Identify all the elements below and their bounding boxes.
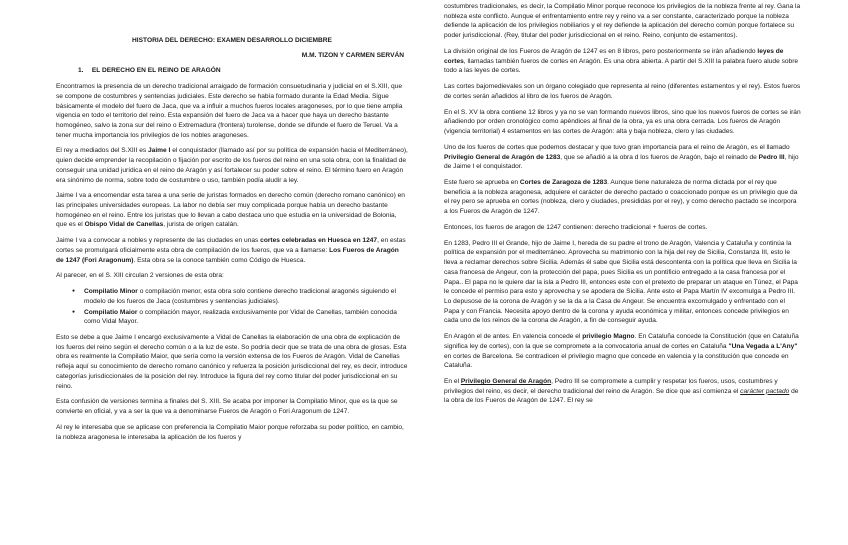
paragraph: Entonces, los fueros de aragon de 1247 contienen: derecho tradicional + fueros de cortes. bbox=[444, 223, 708, 231]
bold-term: Privilegio General de Aragón bbox=[460, 378, 552, 386]
bold-term: leyes de cortes bbox=[444, 47, 784, 65]
section-heading bbox=[78, 66, 408, 76]
right-page bbox=[424, 0, 848, 545]
bold-term: Jaime I bbox=[148, 147, 171, 155]
paragraph: costumbres tradicionales, es decir, la Compilatio Minor porque reconoce los privilegios de la nobleza frente al rey. Gana la nobleza este conflicto. Aunque el enfrentamiento entre rey y reino va a ser constante, caracterizado porque la nobleza defiende la aplicación de los privilegios nobiliarios y el rey defiende la aplicación del derecho común porque fortalece su poder jurisdiccional. (Rey, titular del poder jurisdiccional en el reino. Reino, conjunto de estamentos). bbox=[444, 3, 801, 40]
paragraph: Jaime I va a encomendar esta tarea a una serie de juristas formados en derecho común (derecho romano canónico) en las principales universidades europeas. La labor no debía ser muy complicada porque había un derecho bastante homogéneo en el reino. Entre los juristas que lo llevan a cabo destaca uno que estudia en la universidad de Bolonia, que es el Obispo Vidal de Canellas, jurista de origen catalán. bbox=[56, 192, 405, 229]
paragraph: En Aragón el de antes. En valencia concede el privilegio Magno. En Cataluña concede la Constitución (que en Cataluña significa ley de cortes), con la que se compromete a la convocatoria anual de cortes en Cataluña "Una Vegada a L'Any" en cortes de Barcelona. Se contradicen el privilegio magno que concede en valencia y la constitución que concede en Cataluña. bbox=[444, 333, 799, 370]
document-authors: M.M. TIZON Y CARMEN SERVÁN bbox=[301, 51, 404, 59]
paragraph: Jaime I va a convocar a nobles y represente de las ciudades en unas cortes celebradas en Huesca en 1247, en estas cortes se promulgará oficialmente esta obra de compilación de los fueros, que va a llamarse: Los Fueros de Aragón de 1247 (Fori Aragonum). Esta obra se la conoce también como Código de Huesca. bbox=[56, 237, 406, 264]
paragraph: Las cortes bajomedievales son un órgano colegiado que representa al reino (diferentes estamentos y el rey). Estos fueros de cortes serán añadidos al libro de los fueros de Aragón. bbox=[444, 83, 801, 100]
bold-term: privilegio Magno bbox=[582, 333, 635, 341]
bullet-list bbox=[56, 287, 408, 327]
bold-term: "Una Vegada a L'Any" bbox=[728, 342, 798, 350]
document-title: HISTORIA DEL DERECHO: EXAMEN DESARROLLO DICIEMBRE bbox=[132, 37, 332, 44]
emphasis-term: carácter pactado bbox=[740, 387, 790, 395]
paragraph: En el S. XV la obra contiene 12 libros y ya no se van formando nuevos libros, sino que los nuevos fueros de cortes se irán añadiendo por orden cronológico como apéndices al final de la obra, ya es una obra cerrada. Los fueros de Aragón (vigencia territorial) 4 estamentos en las cortes de Aragón: alta y baja nobleza, clero y las ciudades. bbox=[444, 108, 801, 136]
bold-term: Compilatio Minor bbox=[84, 288, 138, 296]
paragraph: Al parecer, en el S. XIII circulan 2 versiones de esta obra: bbox=[56, 272, 224, 280]
paragraph: Al rey le interesaba que se aplicase con preferencia la Compilatio Maior porque reforzaba su poder político, en cambio, la nobleza aragonesa le interesaba la aplicación de los fueros y bbox=[56, 423, 404, 441]
paragraph: La división original de los Fueros de Aragón de 1247 es en 8 libros, pero posteriormente se irán añadiendo leyes de cortes, llamadas también fueros de cortes en Aragón. Es una obra abierta. A partir del S.XIII la palabra fuero alude sobre todo a las leyes de cortes. bbox=[444, 47, 799, 75]
paragraph: En 1283, Pedro III el Grande, hijo de Jaime I, hereda de su padre el trono de Aragón, Valencia y Cataluña y continúa la política de expansión por el mediterráneo. Aprovecha su matrimonio con la hija del rey de Sicilia, Constanza III, esto le lleva a reclamar derechos sobre Sicilia. Además él sabe que Sicilia está descontenta con la política que lleva en Sicilia la casa francesa de Angeur, con la protección del papa, pues Sicilia es un pontificio entregado a la casa francesa por el Papa.. El papa no le quiere dar la isla a Pedro III, entonces este con el pretexto de preparar un ataque en Túnez, el Papa le concede el permiso para esto y aprovecha y se apodera de Sicilia. Ante esto el Papa Martín IV excomulga a Pedro III. Lo depusose de la corona de Aragón y se la da a la Casa de Angeur. Se encuentra excomulgado y enfrentado con el Papa y con Francia. Necesita apoyo dentro de la corona y ayuda económica y militar, entonces concede privilegios en cada uno de los reinos de la corona de Aragón, a fin de conseguir ayuda. bbox=[444, 239, 798, 325]
paragraph: Este fuero se aprueba en Cortes de Zaragoza de 1283. Aunque tiene naturaleza de norma dictada por el rey que beneficia a la nobleza aragonesa, adquiere el carácter de derecho pactado o coaccionado porque es un privilegio que da el rey pero se aprueba en cortes (nobleza, clero y ciudades, presididas por el rey), y como derecho pactado se incorpora a los Fueros de Aragón de 1247. bbox=[444, 179, 798, 216]
paragraph: Esta confusión de versiones termina a finales del S. XIII. Se acaba por imponer la Compilatio Minor, que es la que se convierte en oficial, y va a ser la que va a denominarse Fueros de Aragón o Fori Aragonum de 1247. bbox=[56, 398, 398, 416]
bold-term: Privilegio General de Aragón de 1283 bbox=[444, 153, 561, 161]
list-item: ● Compilatio Minor o compilación menor, esta obra solo contiene derecho tradicional aragonés siguiendo el modelo de los fueros de Jaca (costumbres y sentencias judiciales). bbox=[84, 287, 408, 306]
bold-term: Los Fueros de Aragón de 1247 (Fori Aragonum) bbox=[56, 246, 399, 264]
bold-term: Cortes de Zaragoza de 1283 bbox=[519, 179, 608, 187]
section-number: 1. bbox=[78, 67, 84, 75]
paragraph: En el Privilegio General de Aragón, Pedro III se compromete a cumplir y respetar los fueros, usos, costumbres y privilegios del reino, es decir, el derecho tradicional del reino de Aragón. Se dice que así comienza el carácter pactado de la obra de los Fueros de Aragón de 1247. El rey se bbox=[444, 378, 799, 405]
bold-term: Obispo Vidal de Canellas bbox=[84, 221, 164, 229]
paragraph: El rey a mediados del S.XIII es Jaime I el conquistador (llamado así por su política de expansión hacia el Mediterráneo), quien decide emprender la recopilación o fijación por escrito de los fueros del reino en una sola obra, con la finalidad de conseguir una unidad jurídica en el reino de Aragón y así fortalecer su poder sobre el reino. El término fuero en Aragón era sinónimo de norma, sobre todo de costumbre o uso, también podía aludir a ley. bbox=[56, 147, 408, 184]
bold-term: Pedro III bbox=[758, 153, 785, 161]
bold-term: cortes celebradas en Huesca en 1247 bbox=[260, 237, 378, 245]
paragraph: Esto se debe a que Jaime I encargó exclusivamente a Vidal de Canellas la elaboración de una obra de explicación de los fueros del reino según el derecho común o a la luz de este. So podría decir que se trata de una obra de glosas. Esta obra es realmente la Compilatio Maior, que sería como la versión extensa de los Fueros de Aragón. Vidal de Canellas refleja aquí su conocimiento de derecho romano canónico y refuerza la posición jurisdiccional del rey, es decir, introduce categorías jurisdiccionales de la posición del rey. Introduce la figura del rey como titular del poder jurisdiccional en su reino. bbox=[56, 334, 408, 390]
section-title: EL DERECHO EN EL REINO DE ARAGÓN bbox=[91, 67, 221, 75]
paragraph: Uno de los fueros de cortes que podemos destacar y que tuvo gran importancia para el reino de Aragón, es el llamado Privilegio General de Aragón de 1283, que se añadió a la obra d los fueros de Aragón, bajo el reinado de Pedro III, hijo de Jaime I el conquistador. bbox=[444, 143, 799, 171]
list-item: ● Compilatio Maior o compilación mayor, realizada exclusivamente por Vidal de Canellas, también conocida como Vidal Mayor. bbox=[84, 308, 408, 327]
paragraph: Encontramos la presencia de un derecho tradicional arraigado de formación consuetudinaria y judicial en el S.XIII, que se compone de costumbres y sentencias judiciales. Este derecho se había formado durante la Edad Media. Sigue básicamente el modelo del fuero de Jaca, que va a influir a muchos fueros locales aragoneses, por lo que tiene amplia vigencia en todo el territorio del reino. Esta expansión del fuero de Jaca va a hacer que haya un derecho bastante homogéneo, salvo la zona sur del reino o Extremadura (frontera) turolense, donde se difunde el fuero de Teruel. Va a tener mucha importancia los privilegios de los nobles aragoneses. bbox=[56, 83, 403, 139]
bold-term: Compilatio Maior bbox=[84, 308, 138, 316]
